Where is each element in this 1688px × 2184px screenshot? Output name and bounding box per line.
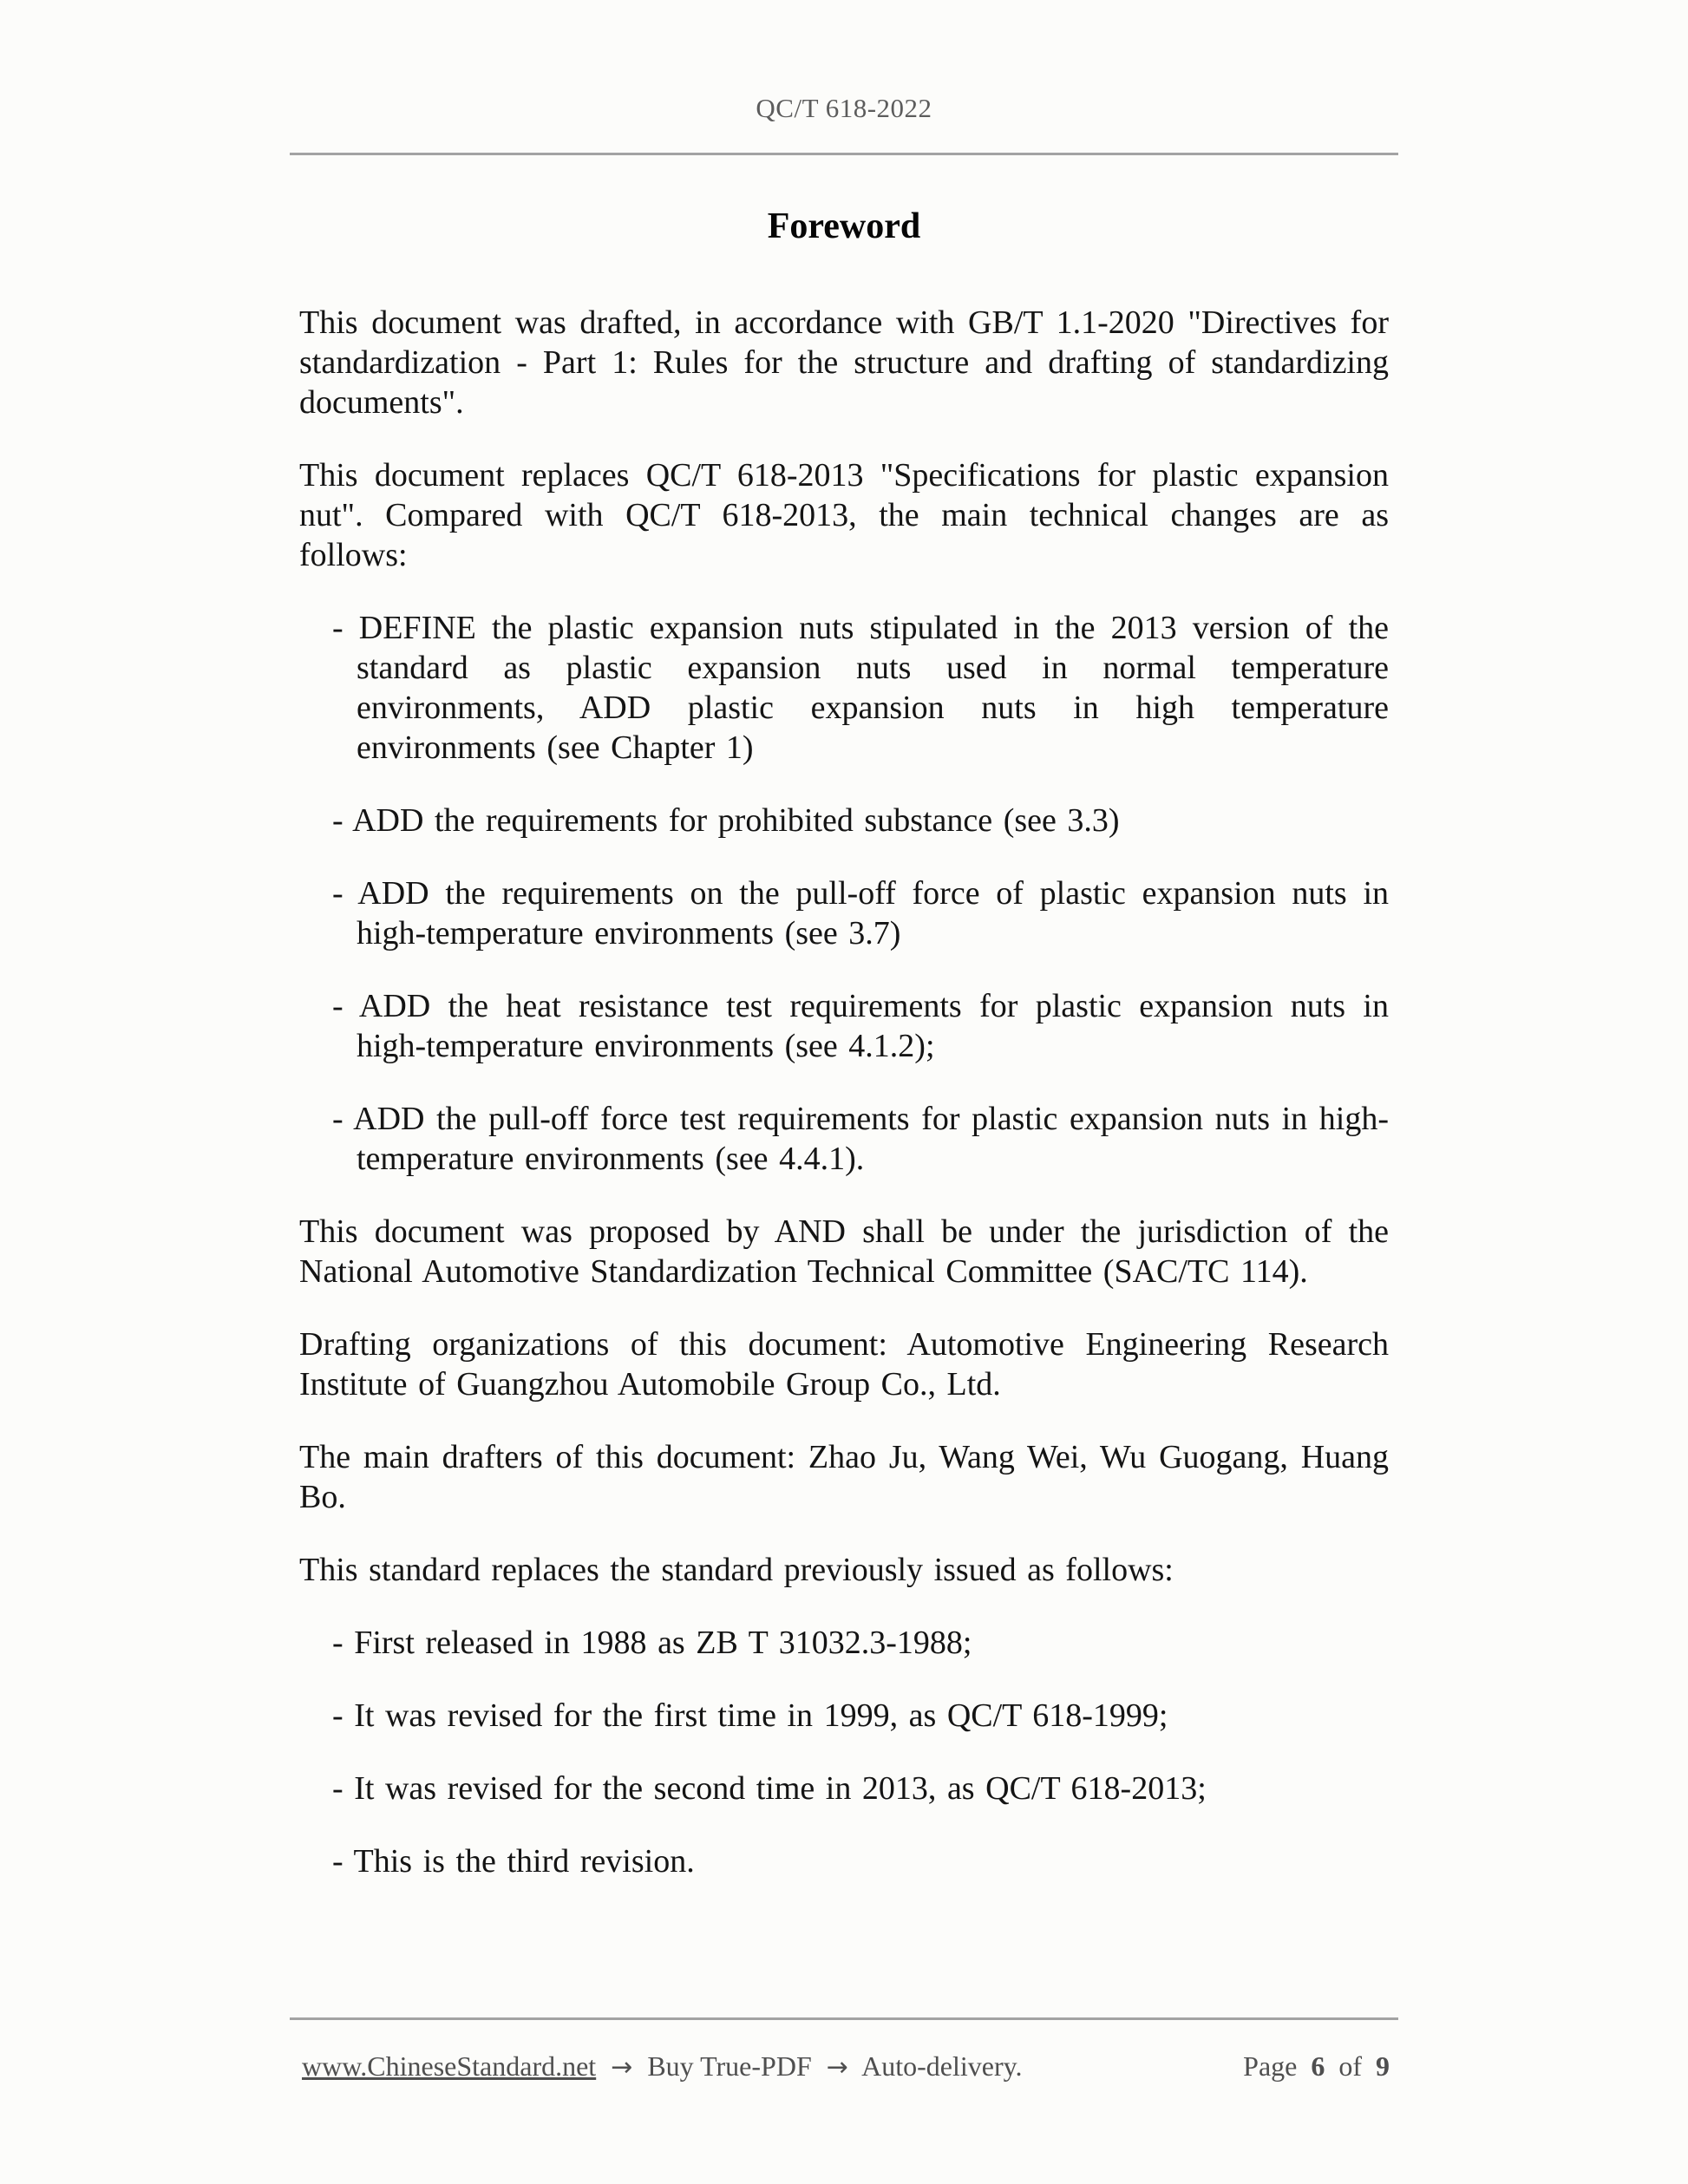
page-indicator bbox=[1236, 2049, 1390, 2083]
list-item: - ADD the requirements for prohibited substance (see 3.3) bbox=[332, 802, 1120, 839]
list-item: - It was revised for the second time in 2013, as QC/T 618-2013; bbox=[332, 1770, 1207, 1807]
list-item: - It was revised for the first time in 1999, as QC/T 618-1999; bbox=[332, 1697, 1168, 1734]
foreword-content bbox=[299, 303, 1389, 1881]
page-title: Foreword bbox=[767, 206, 921, 246]
footer-action-delivery: Auto-delivery. bbox=[861, 2050, 1023, 2082]
header-divider bbox=[290, 153, 1398, 155]
paragraph: This document was proposed by AND shall be under the jurisdiction of the National Automotive Standardization Technical Committee (SAC/TC 114). bbox=[299, 1213, 1389, 1290]
list-item: - First released in 1988 as ZB T 31032.3-1988; bbox=[332, 1625, 972, 1661]
page-number: 6 bbox=[1311, 2050, 1325, 2082]
footer-link[interactable]: www.ChineseStandard.net bbox=[302, 2050, 597, 2082]
page-header bbox=[0, 0, 1688, 155]
of-word: of bbox=[1338, 2050, 1362, 2082]
footer-source-line bbox=[302, 2049, 1030, 2085]
total-pages: 9 bbox=[1376, 2050, 1390, 2082]
footer-action-buy: Buy True-PDF bbox=[647, 2050, 812, 2082]
paragraph: This document was drafted, in accordance with GB/T 1.1-2020 "Directives for standardization - Part 1: Rules for the structure and drafting of standardizing documents". bbox=[299, 304, 1389, 421]
footer-row bbox=[290, 2049, 1398, 2085]
list-item: - This is the third revision. bbox=[332, 1843, 695, 1880]
arrow-icon: → bbox=[611, 2052, 633, 2083]
page-footer bbox=[290, 2017, 1398, 2085]
paragraph: This standard replaces the standard previously issued as follows: bbox=[299, 1552, 1174, 1588]
footer-divider bbox=[290, 2017, 1398, 2020]
list-item: - ADD the heat resistance test requirements for plastic expansion nuts in high-temperature environments (see 4.1.2); bbox=[332, 988, 1389, 1064]
list-item: - DEFINE the plastic expansion nuts stipulated in the 2013 version of the standard as plastic expansion nuts used in normal temperature environments, ADD plastic expansion nuts in high temperature environments (see Chapter 1) bbox=[332, 610, 1389, 766]
list-item: - ADD the pull-off force test requirements for plastic expansion nuts in high-temperature environments (see 4.4.1). bbox=[332, 1101, 1389, 1177]
arrow-icon: → bbox=[826, 2052, 848, 2083]
doc-number: QC/T 618-2022 bbox=[756, 93, 932, 123]
list-item: - ADD the requirements on the pull-off force of plastic expansion nuts in high-temperature environments (see 3.7) bbox=[332, 875, 1389, 951]
page-word: Page bbox=[1243, 2050, 1298, 2082]
paragraph: Drafting organizations of this document: Automotive Engineering Research Institute of Guangzhou Automobile Group Co., Ltd. bbox=[299, 1326, 1389, 1403]
paragraph: This document replaces QC/T 618-2013 "Specifications for plastic expansion nut". Compared with QC/T 618-2013, the main technical changes are as follows: bbox=[299, 457, 1389, 573]
paragraph: The main drafters of this document: Zhao Ju, Wang Wei, Wu Guogang, Huang Bo. bbox=[299, 1439, 1389, 1515]
